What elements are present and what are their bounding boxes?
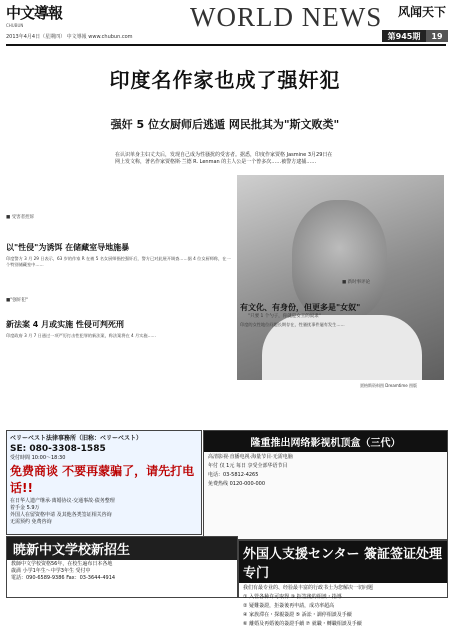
column-3-headline: 有文化、有身份，但更多是"女奴" xyxy=(240,303,361,312)
column-3-body: 印度的女性地位问题长期存在，性骚扰事件屡有发生…… xyxy=(240,322,345,327)
law-ad-extra: 外国人在留资格申请 及其他各类签证相关咨询 xyxy=(10,512,112,518)
column-3-label: ■ 新时事评论 xyxy=(342,280,371,285)
lede-paragraph: 在认识单身主妇丈夫后，发现自己成为性骚扰的受害者。据悉，印度作家贾格 Jasmine 3月29日在网上发文称，著名作家贾格斯·兰德 R. Lenman 的主人公是一个曾多次……被警方逮捕…… xyxy=(115,152,333,165)
law-ad-free: 无需预约 免费咨询 xyxy=(10,519,52,525)
publication-title: WORLD NEWS xyxy=(190,2,383,32)
visa-ad[interactable] xyxy=(238,540,448,627)
tv-ad-line4: 免费热线 0120-000-000 xyxy=(208,481,266,487)
law-firm-ad[interactable] xyxy=(6,430,202,535)
logo-text: 中文導報 xyxy=(6,4,63,22)
column-1-label: ■ 受害者控诉 xyxy=(6,215,35,220)
school-ad-line1: 教師中文学校资格56年，在校生遍布日本各地 xyxy=(11,561,113,567)
column-1-body: 印度警方 3 月 29 日表示，63 岁的作家 R 在被 5 名女厨师指控强奸后，警方已对此展开调查……据 4 位女厨师称，在一个特别储藏室中…… xyxy=(6,256,231,267)
issue-number: 第945期 xyxy=(387,31,421,41)
visa-ad-line2: ① 入管各种许可取得 ③ 拒签後的相談・指導 xyxy=(243,594,342,600)
headline: 印度名作家也成了强奸犯 xyxy=(109,68,341,92)
logo-subtext: CHUBUN xyxy=(6,23,24,28)
law-ad-price: 着手金 5.9万 xyxy=(10,505,40,511)
issue-box xyxy=(382,30,448,42)
page-number: 19 xyxy=(426,30,448,42)
law-ad-line2: 在日华人遗产继承·离婚协议·交通事故·债务整理 xyxy=(10,498,115,504)
section-label: 风闻天下 xyxy=(398,5,447,19)
column-2-headline: 新法案 4 月或实施 性侵可判死刑 xyxy=(6,320,124,329)
tv-box-ad[interactable] xyxy=(203,430,448,540)
law-ad-firm: ベリーベスト法律事務所（旧称：ベリーベスト） xyxy=(10,435,143,442)
visa-ad-title: 外国人支援センター 簽証签证处理专门 xyxy=(239,541,447,583)
tv-ad-line3: 电话：03-5812-4265 xyxy=(208,472,259,478)
visa-ad-line1: 我们有最专业的、经验最丰富的行政书士为您解决一切问题 xyxy=(243,585,374,591)
tv-ad-line2: 年付 仅 1元 每日 享受全部华语节目 xyxy=(208,463,288,469)
visa-ad-line4: ④ 家族滞在・探親簽證 ⑤ 訴訟・調停相談及手續 xyxy=(243,612,352,618)
column-2-body: 印度政府 3 月 7 日通过一项严厉打击性犯罪的新法案，称法案将在 4 月实施…… xyxy=(6,333,156,338)
school-ad[interactable] xyxy=(6,536,238,598)
photo-caption: 贾格斯资料图 Dreamtime 图版 xyxy=(360,383,418,388)
tv-ad-title: 隆重推出网络影视机顶盒（三代） xyxy=(204,431,447,452)
visa-ad-line3: ② 疑難簽證，拒簽後再申請，成功率超高 xyxy=(243,603,335,609)
column-3-subline: "只要 1 个勺子，你就是女王的奴隶" xyxy=(248,314,321,319)
law-ad-hours: 受付時間 10:00〜18:30 xyxy=(10,455,66,461)
dateline: 2013年4月4日（星期四） 中文導報 www.chubun.com xyxy=(6,34,133,40)
column-2-label: ■"强奸犯" xyxy=(6,298,28,303)
visa-ad-line5: ⑥ 離婚及再婚後的簽證手續 ⑦ 就職・轉職相談及手續 xyxy=(243,621,362,627)
tv-ad-line1: 高清影视·直播电视·海量节目·无需电脑 xyxy=(208,454,293,460)
subheadline: 强奸 5 位女厨师后逃遁 网民批其为"斯文败类" xyxy=(110,118,340,131)
column-1-headline: 以"性侵"为诱饵 在储藏室导地施暴 xyxy=(6,243,130,252)
school-ad-title: 暁新中文学校新招生 xyxy=(7,537,237,560)
logo xyxy=(6,2,68,26)
law-ad-phone[interactable]: SE: 080-3308-1585 xyxy=(10,444,106,454)
law-ad-big: 免费商谈 不要再蒙骗了，请先打电话!! xyxy=(10,464,195,495)
school-ad-line3: 電話：090-6589-9386 Fax：03-3644-4914 xyxy=(11,575,116,581)
school-ad-line2: 歳満 小学1年生～中学3年生 受付中 xyxy=(11,568,91,574)
header-rule xyxy=(6,44,446,46)
